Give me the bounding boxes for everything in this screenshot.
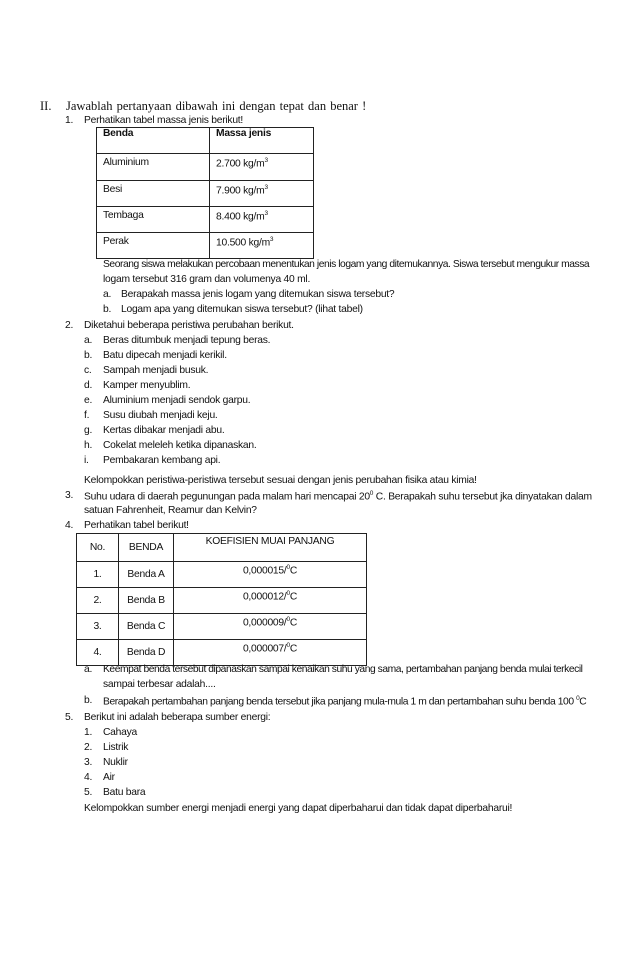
list-item-label: 3.	[84, 757, 93, 768]
table-row	[97, 233, 314, 259]
density-benda: Perak	[97, 233, 210, 259]
expansion-koef: 0,000015/$^0$C	[174, 562, 367, 588]
q3-text-line1: Suhu udara di daerah pegunungan pada malam hari mencapai $20^0$ C. Berapakah suhu tersebut jka dinyatakan dalam	[84, 490, 592, 503]
density-header-benda: Benda	[97, 128, 210, 154]
density-value: 7.900 $kg/m^3$	[210, 181, 314, 207]
list-item: Aluminium menjadi sendok garpu.	[103, 395, 251, 406]
section-roman: II.	[40, 99, 52, 113]
q4-sub-b-text: Berapakah pertambahan panjang benda tersebut jika panjang mula-mula 1 m dan pertambahan suhu benda 100 $^0$C	[103, 695, 587, 708]
list-item-label: d.	[84, 380, 93, 391]
density-header-massa: Massa jenis	[210, 128, 314, 154]
list-item-label: g.	[84, 425, 93, 436]
list-item: Batu bara	[103, 787, 146, 798]
q1-text-line2: logam tersebut 316 gram dan volumenya 40 ml.	[103, 274, 311, 285]
list-item: Susu diubah menjadi keju.	[103, 410, 218, 421]
density-table	[96, 127, 314, 259]
q4-sub-a-line2: sampai terbesar adalah....	[103, 679, 216, 690]
expansion-header-koef: KOEFISIEN MUAI PANJANG	[174, 534, 367, 562]
density-benda: Aluminium	[97, 154, 210, 181]
expansion-no: 4.	[77, 640, 119, 666]
q1-text-line1: Seorang siswa melakukan percobaan menentukan jenis logam yang ditemukannya. Siswa tersebut mengukur massa	[103, 259, 590, 270]
expansion-benda: Benda A	[119, 562, 174, 588]
list-item-label: c.	[84, 365, 92, 376]
list-item: Pembakaran kembang api.	[103, 455, 221, 466]
list-item: Sampah menjadi busuk.	[103, 365, 209, 376]
q3-number: 3.	[65, 490, 74, 501]
q4-number: 4.	[65, 520, 74, 531]
list-item: Listrik	[103, 742, 129, 753]
density-value: 2.700 $kg/m^3$	[210, 154, 314, 181]
q1-intro: Perhatikan tabel massa jenis berikut!	[84, 115, 244, 126]
expansion-table	[76, 533, 367, 666]
list-item-label: f.	[84, 410, 90, 421]
expansion-table-header	[77, 534, 367, 562]
list-item-label: a.	[84, 335, 93, 346]
q1-sub-b-label: b.	[103, 304, 112, 315]
table-row	[97, 154, 314, 181]
list-item: Nuklir	[103, 757, 128, 768]
table-row	[77, 640, 367, 666]
expansion-no: 2.	[77, 588, 119, 614]
expansion-benda: Benda D	[119, 640, 174, 666]
list-item-label: i.	[84, 455, 89, 466]
q1-sub-b-text: Logam apa yang ditemukan siswa tersebut? (lihat tabel)	[121, 304, 363, 315]
q1-number: 1.	[65, 115, 74, 126]
expansion-koef: 0,000007/$^0$C	[174, 640, 367, 666]
list-item-label: e.	[84, 395, 93, 406]
table-row	[77, 614, 367, 640]
list-item: Beras ditumbuk menjadi tepung beras.	[103, 335, 271, 346]
expansion-koef: 0,000012/$^0$C	[174, 588, 367, 614]
expansion-no: 3.	[77, 614, 119, 640]
density-value: 8.400 $kg/m^3$	[210, 207, 314, 233]
density-value: 10.500 $kg/m^3$	[210, 233, 314, 259]
list-item: Kamper menyublim.	[103, 380, 191, 391]
list-item: Batu dipecah menjadi kerikil.	[103, 350, 227, 361]
list-item: Cahaya	[103, 727, 137, 738]
table-row	[77, 562, 367, 588]
table-row	[77, 588, 367, 614]
list-item-label: b.	[84, 350, 93, 361]
q1-sub-a-label: a.	[103, 289, 112, 300]
table-row	[97, 207, 314, 233]
list-item: Kertas dibakar menjadi abu.	[103, 425, 225, 436]
q4-intro: Perhatikan tabel berikut!	[84, 520, 189, 531]
q5-intro: Berikut ini adalah beberapa sumber energi:	[84, 712, 271, 723]
q2-outro: Kelompokkan peristiwa-peristiwa tersebut sesuai dengan jenis perubahan fisika atau kimia!	[84, 475, 477, 486]
q2-number: 2.	[65, 320, 74, 331]
expansion-header-no: No.	[77, 534, 119, 562]
list-item: Cokelat meleleh ketika dipanaskan.	[103, 440, 257, 451]
q4-sub-b-label: b.	[84, 695, 93, 706]
q5-outro: Kelompokkan sumber energi menjadi energi yang dapat diperbaharui dan tidak dapat diperbaharui!	[84, 803, 513, 814]
list-item-label: 2.	[84, 742, 93, 753]
density-benda: Tembaga	[97, 207, 210, 233]
q1-sub-a-text: Berapakah massa jenis logam yang ditemukan siswa tersebut?	[121, 289, 395, 300]
expansion-benda: Benda B	[119, 588, 174, 614]
q2-intro: Diketahui beberapa peristiwa perubahan berikut.	[84, 320, 294, 331]
section-title: Jawablah pertanyaan dibawah ini dengan tepat dan benar !	[66, 99, 367, 113]
q4-sub-a-line1: Keempat benda tersebut dipanaskan sampai kenaikan suhu yang sama, pertambahan panjang benda mulai terkecil	[103, 664, 583, 675]
list-item-label: 4.	[84, 772, 93, 783]
table-row	[97, 181, 314, 207]
list-item-label: 1.	[84, 727, 93, 738]
q5-number: 5.	[65, 712, 74, 723]
expansion-no: 1.	[77, 562, 119, 588]
density-table-header	[97, 128, 314, 154]
q3-text-line2: satuan Fahrenheit, Reamur dan Kelvin?	[84, 505, 257, 516]
expansion-header-benda: BENDA	[119, 534, 174, 562]
list-item-label: h.	[84, 440, 93, 451]
list-item: Air	[103, 772, 115, 783]
expansion-koef: 0,000009/$^0$C	[174, 614, 367, 640]
list-item-label: 5.	[84, 787, 93, 798]
q4-sub-a-label: a.	[84, 664, 93, 675]
density-benda: Besi	[97, 181, 210, 207]
expansion-benda: Benda C	[119, 614, 174, 640]
